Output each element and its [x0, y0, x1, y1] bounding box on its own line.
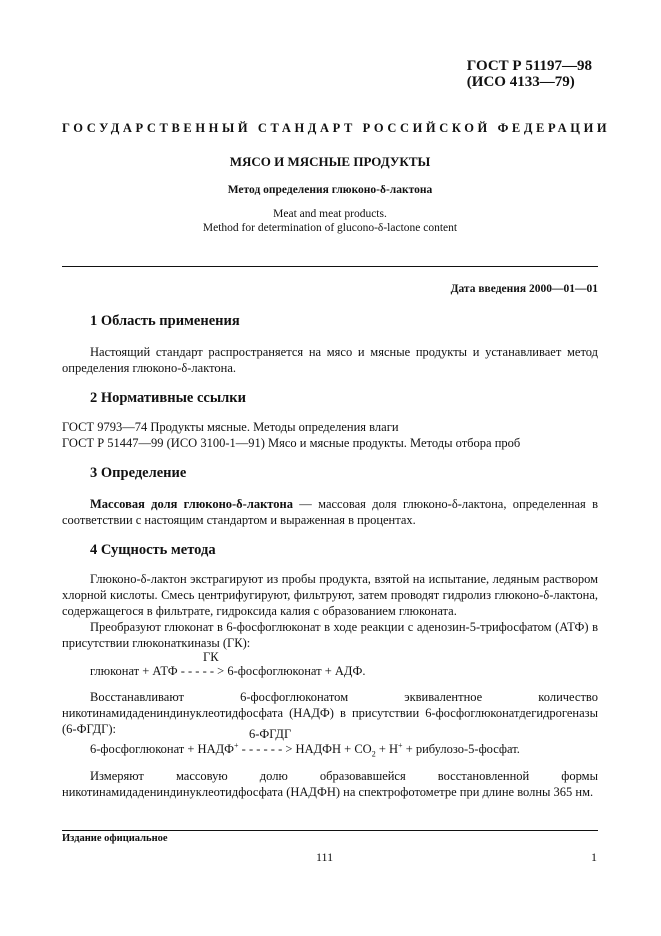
english-subtitle: Method for determination of glucono-δ-lactone content — [202, 222, 458, 234]
standard-code-gost: ГОСТ Р 51197—98 — [466, 58, 592, 74]
reference-item: ГОСТ 9793—74 Продукты мясные. Методы определения влаги — [62, 420, 399, 434]
eq2-part: 6-фосфоглюконат + НАДФ — [90, 742, 235, 757]
section-1-heading: 1 Область применения — [90, 313, 240, 329]
section-4-paragraph-4: Измеряют массовую долю образовавшейся восстановленной формы никотинамидадениндинуклеотидфосфата (НАДФН) на спектрофотометре при длине волны 365 нм. — [62, 769, 598, 799]
eq2-part: - - - - - - > НАДФН + СО — [238, 742, 372, 757]
eq2-superscript: + — [398, 741, 403, 750]
section-2-heading: 2 Нормативные ссылки — [90, 390, 246, 406]
equation-1-enzyme-label: ГК — [203, 650, 219, 664]
document-subtitle: Метод определения глюконо-δ-лактона — [227, 184, 433, 196]
section-4-heading: 4 Сущность метода — [90, 542, 216, 558]
equation-2 — [90, 741, 520, 759]
section-2-refs — [62, 419, 598, 451]
sheet-number: 1 — [591, 850, 597, 864]
document-title: МЯСО И МЯСНЫЕ ПРОДУКТЫ — [229, 154, 431, 169]
eq2-superscript: + — [234, 741, 239, 750]
standard-code-iso: (ИСО 4133—79) — [466, 74, 575, 90]
state-standard-title: ГОСУДАРСТВЕННЫЙ СТАНДАРТ РОССИЙСКОЙ ФЕДЕРАЦИИ — [62, 121, 611, 135]
reference-item: ГОСТ Р 51447—99 (ИСО 3100-1—91) Мясо и мясные продукты. Методы отбора проб — [62, 436, 521, 450]
standard-code — [467, 58, 592, 90]
eq2-part: + Н — [375, 742, 399, 757]
eq2-subscript: 2 — [371, 749, 376, 759]
effective-date: Дата введения 2000—01—01 — [450, 283, 598, 295]
defined-term: Массовая доля глюконо-δ-лактона — [90, 497, 293, 511]
edition-note: Издание официальное — [62, 833, 168, 844]
equation-2-enzyme-label: 6-ФГДГ — [249, 727, 292, 741]
page-number: 111 — [316, 850, 334, 864]
eq2-part: + рибулозо-5-фосфат. — [402, 742, 520, 757]
section-1-text: Настоящий стандарт распространяется на мясо и мясные продукты и устанавливает метод определения глюконо-δ-лактона. — [62, 345, 598, 375]
section-3-text — [62, 496, 598, 528]
footer-divider — [62, 830, 598, 831]
header-divider — [62, 266, 598, 267]
term-definition: — массовая доля глюконо-δ-лактона, определенная в соответствии с настоящим стандартом и выраженная в процентах. — [62, 497, 598, 527]
english-title: Meat and meat products. — [273, 208, 387, 220]
section-4-paragraph-2: Преобразуют глюконат в 6-фосфоглюконат в ходе реакции с аденозин-5-трифосфатом (АТФ) в присутствии глюконаткиназы (ГК): — [62, 620, 598, 650]
section-4-paragraph-3: Восстанавливают 6-фосфоглюконатом эквивалентное количество никотинамидадениндинуклеотидфосфата (НАДФ) в присутствии 6-фосфоглюконатдегидрогеназы (6-ФГДГ): — [62, 690, 598, 736]
section-3-heading: 3 Определение — [90, 465, 187, 481]
equation-1: глюконат + АТФ - - - - - > 6-фосфоглюконат + АДФ. — [90, 664, 366, 678]
section-4-paragraph-1: Глюконо-δ-лактон экстрагируют из пробы продукта, взятой на испытание, ледяным раствором хлорной кислоты. Смесь центрифугируют, фильтруют, затем проводят гидролиз глюконо-δ-лактона, содержащегося в фильтрате, гидроксида калия с образованием глюконата. — [62, 572, 598, 618]
